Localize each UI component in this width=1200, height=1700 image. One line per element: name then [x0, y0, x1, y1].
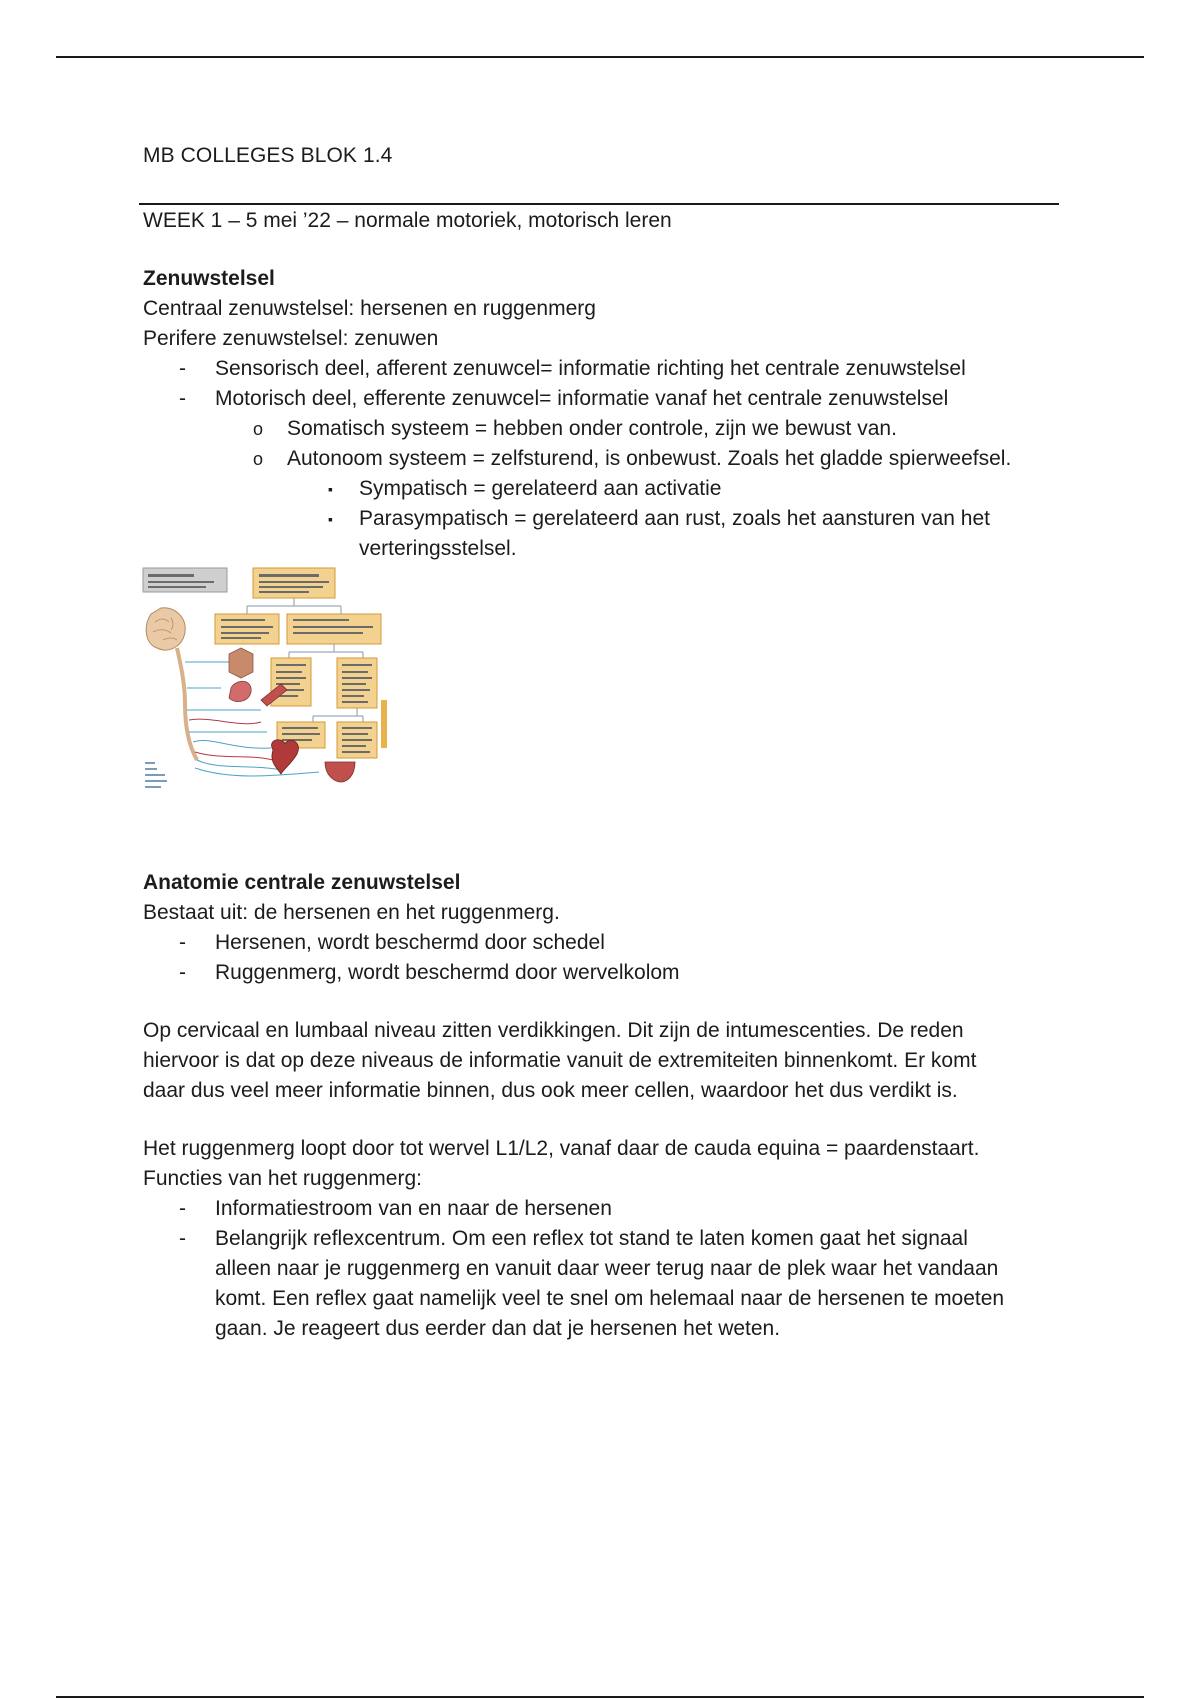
paragraph-line: Op cervicaal en lumbaal niveau zitten verdikkingen. Dit zijn de intumescenties. De reden: [143, 1019, 964, 1042]
dash-marker: -: [179, 961, 186, 984]
bullet-text: Motorisch deel, efferente zenuwcel= informatie vanaf het centrale zenuwstelsel: [215, 387, 949, 410]
square-marker: ▪: [328, 511, 333, 527]
bullet-continuation: [143, 1284, 1063, 1314]
diagram-sensory-box: [215, 614, 279, 644]
section-heading-zenuwstelsel: Zenuwstelsel: [143, 267, 275, 290]
sub-bullet-item: [143, 444, 1063, 474]
bullet-item: [143, 928, 1063, 958]
stomach-illustration: [229, 681, 251, 701]
dash-marker: -: [179, 931, 186, 954]
dash-marker: -: [179, 1197, 186, 1220]
diagram-motor-box: [287, 614, 381, 644]
bullet-item: [143, 958, 1063, 988]
skin-tissue-illustration: [229, 648, 253, 678]
sub-sub-bullet-text: verteringsstelsel.: [359, 537, 517, 560]
sub-bullet-text: Autonoom systeem = zelfsturend, is onbewust. Zoals het gladde spierweefsel.: [287, 447, 1012, 470]
bullet-item: [143, 384, 1063, 414]
bullet-text: Sensorisch deel, afferent zenuwcel= informatie richting het centrale zenuwstelsel: [215, 357, 966, 380]
nervous-system-diagram: [141, 566, 389, 796]
sub-sub-bullet-continuation: [143, 534, 1063, 564]
week-rule: [139, 203, 1059, 205]
bullet-text: alleen naar je ruggenmerg en vanuit daar weer terug naar de plek waar het vandaan: [215, 1257, 999, 1280]
sub-bullet-text: Somatisch systeem = hebben onder controle, zijn we bewust van.: [287, 417, 897, 440]
document-title: MB COLLEGES BLOK 1.4: [143, 144, 393, 167]
text-line: Centraal zenuwstelsel: hersenen en ruggenmerg: [143, 297, 596, 320]
circle-marker: o: [253, 419, 264, 439]
bullet-text: gaan. Je reageert dus eerder dan dat je hersenen het weten.: [215, 1317, 781, 1340]
bullet-text: komt. Een reflex gaat namelijk veel te snel om helemaal naar de hersenen te moeten: [215, 1287, 1005, 1310]
paragraph-line: Functies van het ruggenmerg:: [143, 1167, 422, 1190]
bullet-item: [143, 354, 1063, 384]
square-marker: ▪: [328, 481, 333, 497]
brain-illustration: [146, 608, 185, 650]
footer-rule: [56, 1696, 1144, 1698]
dash-marker: -: [179, 387, 186, 410]
sub-sub-bullet-item: [143, 474, 1063, 504]
document-body: [143, 206, 1063, 1344]
dash-marker: -: [179, 357, 186, 380]
spinal-cord-illustration: [177, 648, 197, 760]
sub-sub-bullet-item: [143, 504, 1063, 534]
circle-marker: o: [253, 449, 264, 469]
bullet-text: Hersenen, wordt beschermd door schedel: [215, 931, 605, 954]
text-line: Bestaat uit: de hersenen en het ruggenmerg.: [143, 901, 560, 924]
bullet-text: Informatiestroom van en naar de hersenen: [215, 1197, 612, 1220]
sub-bullet-item: [143, 414, 1063, 444]
bullet-continuation: [143, 1254, 1063, 1284]
header-rule: [56, 56, 1144, 58]
week-heading: WEEK 1 – 5 mei ’22 – normale motoriek, motorisch leren: [143, 209, 672, 232]
text-line: Perifere zenuwstelsel: zenuwen: [143, 327, 439, 350]
bullet-text: Belangrijk reflexcentrum. Om een reflex tot stand te laten komen gaat het signaal: [215, 1227, 968, 1250]
bullet-item: [143, 1194, 1063, 1224]
bladder-illustration: [325, 762, 355, 782]
bullet-continuation: [143, 1314, 1063, 1344]
diagram-cns-box: [143, 568, 227, 592]
dash-marker: -: [179, 1227, 186, 1250]
sub-sub-bullet-text: Sympatisch = gerelateerd aan activatie: [359, 477, 722, 500]
sub-sub-bullet-text: Parasympatisch = gerelateerd aan rust, zoals het aansturen van het: [359, 507, 990, 530]
paragraph-line: hiervoor is dat op deze niveaus de informatie vanuit de extremiteiten binnenkomt. Er komt: [143, 1049, 977, 1072]
paragraph-line: Het ruggenmerg loopt door tot wervel L1/L2, vanaf daar de cauda equina = paardenstaart.: [143, 1137, 980, 1160]
section-heading-anatomie: Anatomie centrale zenuwstelsel: [143, 871, 461, 894]
paragraph-line: daar dus veel meer informatie binnen, dus ook meer cellen, waardoor het dus verdikt is.: [143, 1079, 958, 1102]
bullet-text: Ruggenmerg, wordt beschermd door wervelkolom: [215, 961, 680, 984]
bullet-item: [143, 1224, 1063, 1254]
